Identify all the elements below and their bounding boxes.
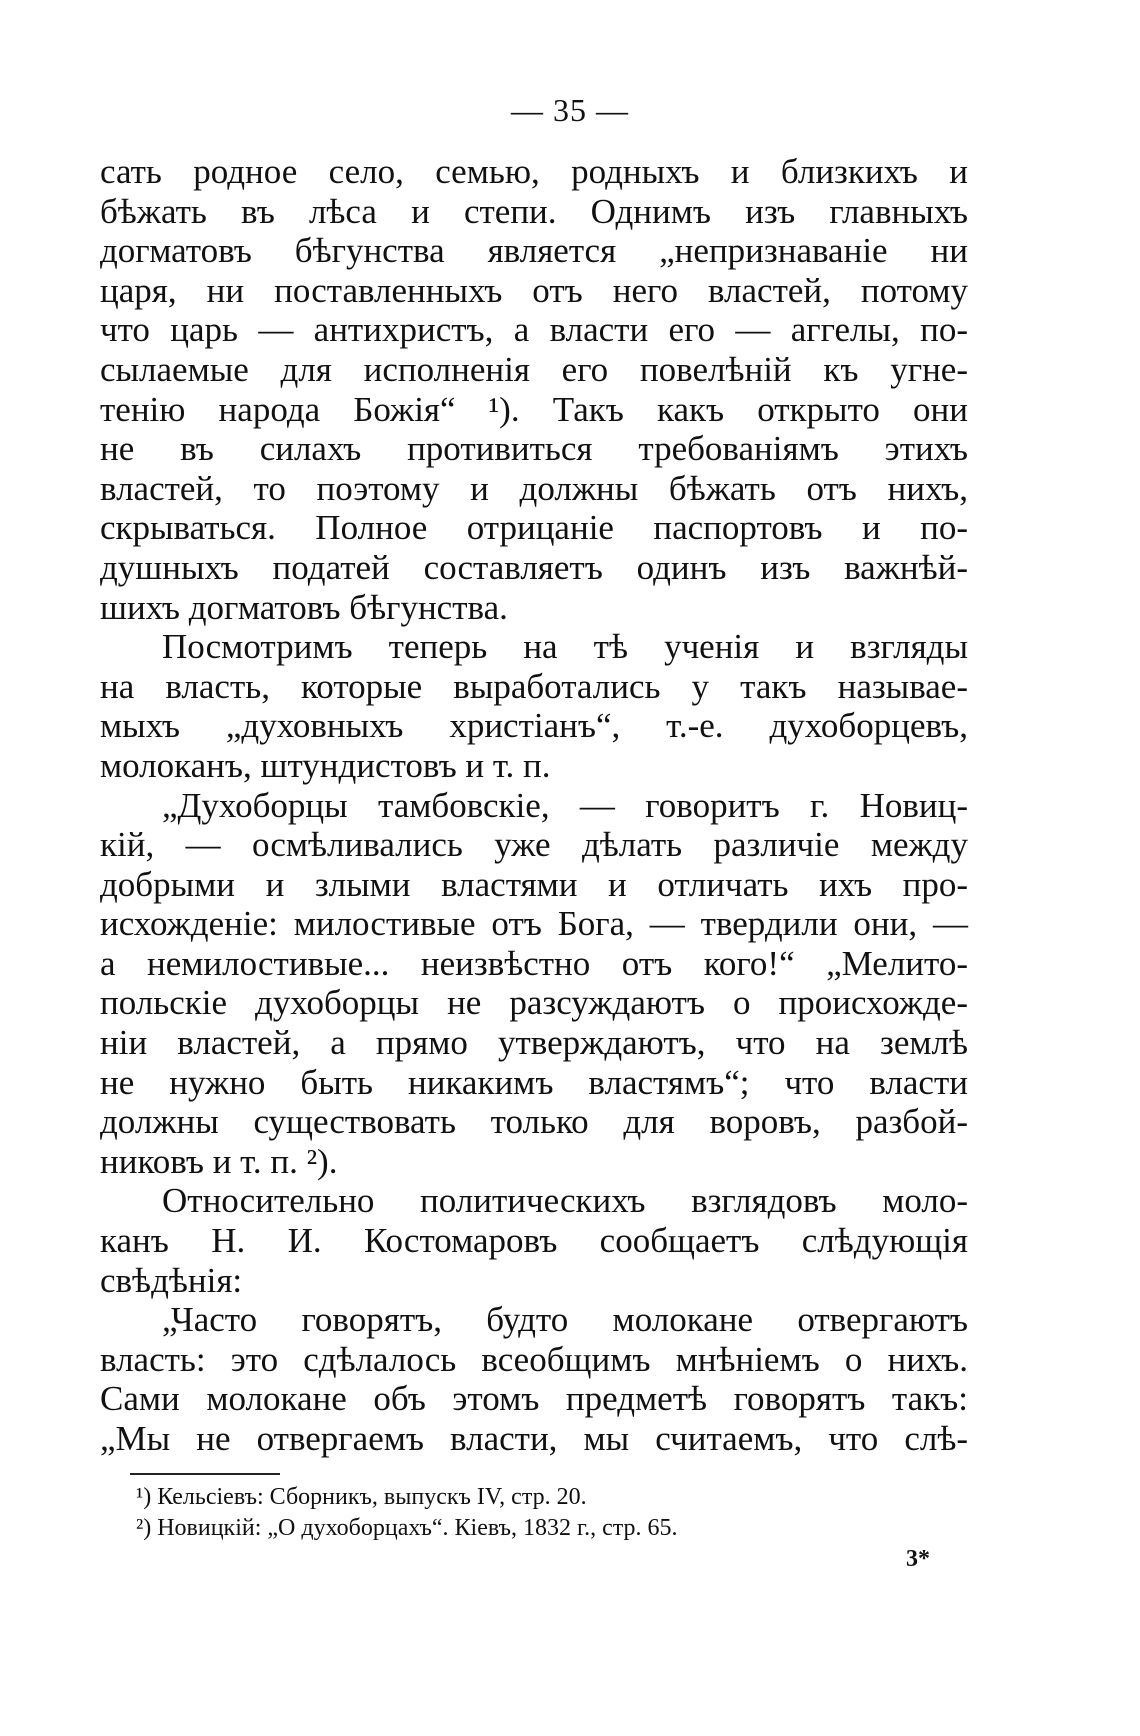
- text-line: не нужно быть никакимъ властямъ“; что власти: [100, 1062, 968, 1102]
- text-line: никовъ и т. п. ²).: [100, 1141, 338, 1181]
- text-line: кій, — осмѣливались уже дѣлать различіе между: [100, 825, 968, 865]
- text-line: „Духоборцы тамбовскіе, — говоритъ г. Новиц-: [162, 785, 968, 825]
- text-line: сать родное село, семью, родныхъ и близкихъ и: [100, 152, 968, 191]
- text-line: тенію народа Божія“ ¹). Такъ какъ открыто они: [100, 389, 968, 429]
- main-text: [100, 152, 968, 1459]
- footnote-divider: [130, 1473, 280, 1475]
- text-line: свѣдѣнія:: [100, 1260, 243, 1300]
- text-line: молоканъ, штундистовъ и т. п.: [100, 745, 551, 785]
- page-number: — 35 —: [511, 92, 629, 128]
- text-line: что царь — антихристъ, а власти его — аггелы, по-: [100, 310, 968, 350]
- text-line: а немилостивые... неизвѣстно отъ кого!“ „Мелито-: [100, 943, 968, 983]
- text-line: ніи властей, а прямо утверждаютъ, что на землѣ: [100, 1023, 968, 1063]
- text-line: сылаемые для исполненія его повелѣній къ угне-: [100, 349, 968, 389]
- text-line: „Часто говорятъ, будто молокане отвергаютъ: [162, 1300, 968, 1340]
- footnote-2: ²) Новицкій: „О духоборцахъ“. Кіевъ, 1832 г., стр. 65.: [136, 1515, 678, 1541]
- text-line: Посмотримъ теперь на тѣ ученія и взгляды: [162, 627, 968, 667]
- text-line: должны существовать только для воровъ, разбой-: [100, 1102, 968, 1142]
- footnote-1: ¹) Кельсіевъ: Сборникъ, выпускъ IV, стр. 20.: [136, 1484, 587, 1510]
- text-line: польскіе духоборцы не разсуждаютъ о происхожде-: [100, 983, 968, 1023]
- text-line: властей, то поэтому и должны бѣжать отъ нихъ,: [100, 468, 968, 508]
- text-line: царя, ни поставленныхъ отъ него властей, потому: [100, 270, 968, 310]
- text-line: душныхъ податей составляетъ одинъ изъ важнѣй-: [100, 547, 968, 587]
- text-line: скрываться. Полное отрицаніе паспортовъ и по-: [100, 508, 968, 548]
- text-line: бѣжать въ лѣса и степи. Однимъ изъ главныхъ: [100, 191, 968, 231]
- text-line: на власть, которые выработались у такъ называе-: [100, 666, 968, 706]
- signature-mark: 3*: [906, 1546, 930, 1572]
- text-line: Сами молокане объ этомъ предметѣ говорятъ такъ:: [100, 1379, 968, 1419]
- text-line: власть: это сдѣлалось всеобщимъ мнѣніемъ о нихъ.: [100, 1339, 968, 1379]
- text-line: не въ силахъ противиться требованіямъ этихъ: [100, 429, 968, 469]
- text-line: догматовъ бѣгунства является „непризнаваніе ни: [100, 231, 968, 271]
- text-line: мыхъ „духовныхъ христіанъ“, т.-е. духоборцевъ,: [100, 706, 968, 746]
- text-line: добрыми и злыми властями и отличать ихъ про-: [100, 864, 968, 904]
- text-line: „Мы не отвергаемъ власти, мы считаемъ, что слѣ-: [100, 1419, 968, 1458]
- footnotes: [136, 1482, 896, 1544]
- text-line: шихъ догматовъ бѣгунства.: [100, 587, 508, 627]
- text-line: Относительно политическихъ взглядовъ моло-: [162, 1181, 968, 1221]
- text-line: исхожденіе: милостивые отъ Бога, — твердили они, —: [100, 904, 968, 944]
- text-line: канъ Н. И. Костомаровъ сообщаетъ слѣдующія: [100, 1221, 968, 1261]
